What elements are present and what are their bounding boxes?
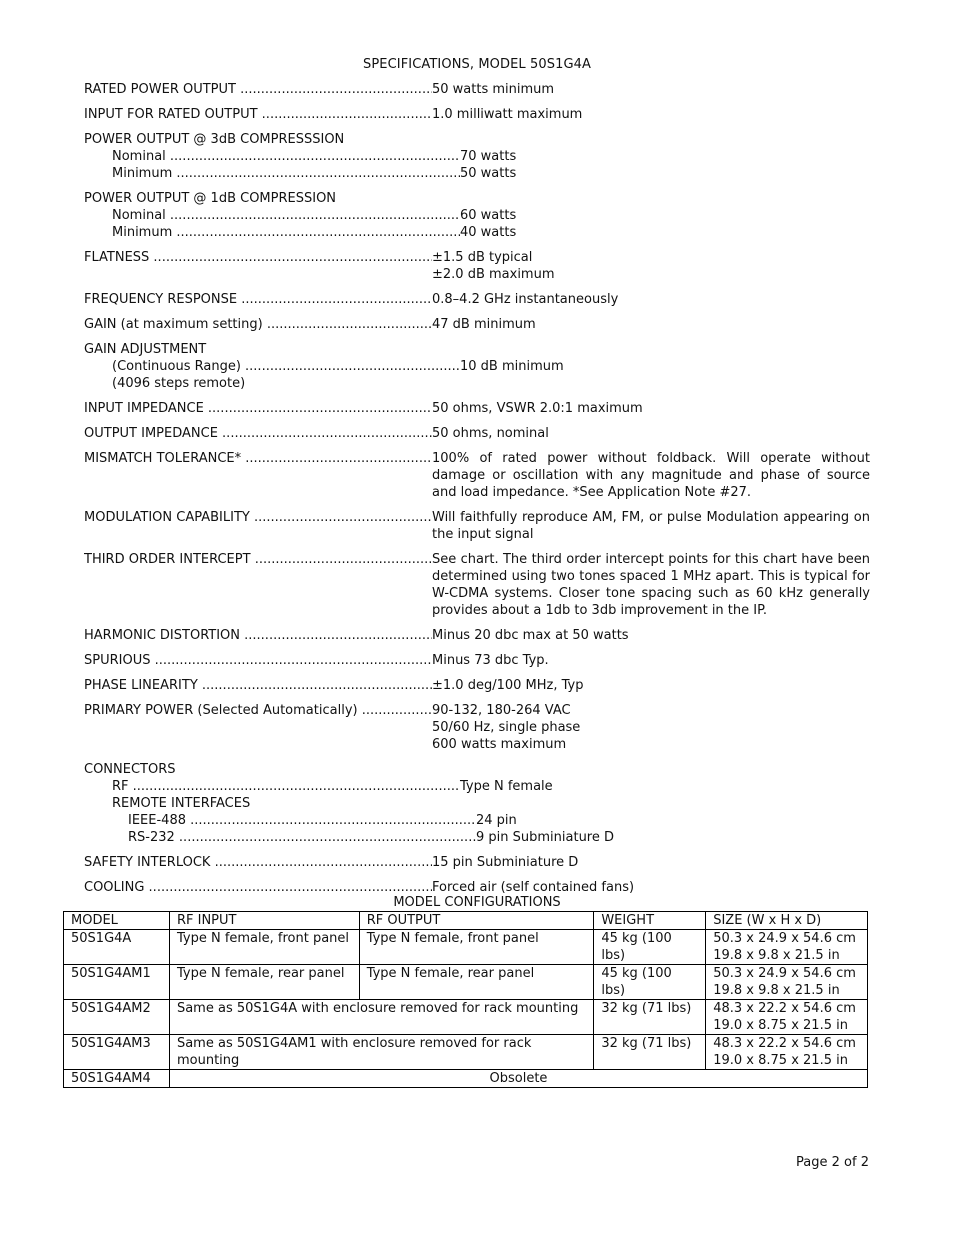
table-row: [64, 1070, 868, 1088]
spec-note: (4096 steps remote): [112, 376, 246, 391]
spec-value: ±1.5 dB typical: [432, 250, 533, 265]
page-title: SPECIFICATIONS, MODEL 50S1G4A: [363, 57, 591, 72]
column-header: WEIGHT: [594, 912, 706, 930]
spec-label: INPUT FOR RATED OUTPUT .....: [84, 106, 432, 123]
spec-value: 50 watts: [460, 166, 517, 181]
spec-label: COOLING .....: [84, 879, 432, 896]
spec-value: 50/60 Hz, single phase: [432, 720, 581, 735]
spec-label: PRIMARY POWER (Selected Automatically) .....: [84, 702, 432, 719]
spec-label: SPURIOUS .....: [84, 652, 432, 669]
spec-sublabel: Nominal .....: [84, 207, 460, 224]
spec-phase-linearity: [84, 677, 870, 694]
config-title: MODEL CONFIGURATIONS: [393, 895, 561, 910]
size-imperial: 19.8 x 9.8 x 21.5 in: [713, 948, 840, 963]
spec-value: Will faithfully reproduce AM, FM, or pulse Modulation appearing on the input signal: [432, 510, 870, 542]
spec-value: Minus 73 dbc Typ.: [432, 653, 549, 668]
spec-label: MODULATION CAPABILITY .....: [84, 509, 432, 526]
cell-weight: 32 kg (71 lbs): [594, 1035, 706, 1070]
spec-heading: GAIN ADJUSTMENT: [84, 342, 207, 357]
cell-description: Same as 50S1G4A with enclosure removed for rack mounting: [169, 1000, 593, 1035]
spec-label: FREQUENCY RESPONSE .....: [84, 291, 432, 308]
cell-rf-output: Type N female, front panel: [359, 930, 594, 965]
spec-value: Minus 20 dbc max at 50 watts: [432, 628, 629, 643]
spec-spurious: [84, 652, 870, 669]
spec-flatness: [84, 249, 870, 283]
spec-list: [84, 81, 870, 904]
cell-weight: 45 kg (100 lbs): [594, 930, 706, 965]
spec-rated-power-output: [84, 81, 870, 98]
column-header: SIZE (W x H x D): [706, 912, 868, 930]
cell-model: 50S1G4AM4: [64, 1070, 170, 1088]
spec-harmonic-distortion: [84, 627, 870, 644]
spec-label: SAFETY INTERLOCK .....: [84, 854, 432, 871]
spec-output-impedance: [84, 425, 870, 442]
cell-model: 50S1G4AM1: [64, 965, 170, 1000]
size-metric: 48.3 x 22.2 x 54.6 cm: [713, 1001, 856, 1016]
spec-value: 40 watts: [460, 225, 517, 240]
spec-input-impedance: [84, 400, 870, 417]
size-metric: 50.3 x 24.9 x 54.6 cm: [713, 931, 856, 946]
spec-value: 47 dB minimum: [432, 317, 536, 332]
cell-rf-input: Type N female, rear panel: [169, 965, 359, 1000]
spec-connectors: [84, 761, 870, 846]
table-row: [64, 965, 868, 1000]
spec-value: 50 watts minimum: [432, 82, 555, 97]
cell-rf-input: Type N female, front panel: [169, 930, 359, 965]
cell-weight: 32 kg (71 lbs): [594, 1000, 706, 1035]
size-imperial: 19.8 x 9.8 x 21.5 in: [713, 983, 840, 998]
table-row: [64, 930, 868, 965]
spec-value: Type N female: [460, 779, 553, 794]
spec-frequency-response: [84, 291, 870, 308]
spec-power-output-1db: [84, 190, 870, 241]
spec-sublabel: RF .....: [84, 778, 460, 795]
spec-label: HARMONIC DISTORTION .....: [84, 627, 432, 644]
spec-value: ±2.0 dB maximum: [432, 267, 555, 282]
spec-value: 0.8–4.2 GHz instantaneously: [432, 292, 619, 307]
table-row: [64, 1000, 868, 1035]
spec-value: See chart. The third order intercept points for this chart have been determined using two tones spaced 1 MHz apart. This is typical for W-CDMA systems. Closer tone spacing such as 60 kHz generally provides about a 1db to 3db improvement in the IP.: [432, 552, 870, 618]
spec-value: 60 watts: [460, 208, 517, 223]
spec-sublabel: Nominal .....: [84, 148, 460, 165]
spec-label: FLATNESS .....: [84, 249, 432, 266]
spec-value: 50 ohms, nominal: [432, 426, 549, 441]
spec-label: RATED POWER OUTPUT .....: [84, 81, 432, 98]
spec-sublabel: RS-232 .....: [84, 829, 476, 846]
spec-gain-adjustment: [84, 341, 870, 392]
spec-label: GAIN (at maximum setting) .....: [84, 316, 432, 333]
cell-model: 50S1G4A: [64, 930, 170, 965]
spec-gain: [84, 316, 870, 333]
table-row: [64, 1035, 868, 1070]
spec-value: 15 pin Subminiature D: [432, 855, 579, 870]
size-metric: 50.3 x 24.9 x 54.6 cm: [713, 966, 856, 981]
spec-value: 1.0 milliwatt maximum: [432, 107, 583, 122]
spec-label: OUTPUT IMPEDANCE .....: [84, 425, 432, 442]
spec-value: 9 pin Subminiature D: [476, 830, 615, 845]
spec-sublabel: Minimum .....: [84, 165, 460, 182]
cell-rf-output: Type N female, rear panel: [359, 965, 594, 1000]
spec-value: ±1.0 deg/100 MHz, Typ: [432, 678, 584, 693]
column-header: RF OUTPUT: [359, 912, 594, 930]
spec-label: THIRD ORDER INTERCEPT .....: [84, 551, 432, 568]
column-header: MODEL: [64, 912, 170, 930]
spec-sublabel: Minimum .....: [84, 224, 460, 241]
spec-value: 70 watts: [460, 149, 517, 164]
cell-model: 50S1G4AM3: [64, 1035, 170, 1070]
spec-cooling: [84, 879, 870, 896]
cell-size: [706, 1035, 868, 1070]
column-header: RF INPUT: [169, 912, 359, 930]
size-imperial: 19.0 x 8.75 x 21.5 in: [713, 1018, 848, 1033]
spec-value: 600 watts maximum: [432, 737, 567, 752]
spec-modulation-capability: [84, 509, 870, 543]
cell-description: Same as 50S1G4AM1 with enclosure removed for rack mounting: [169, 1035, 593, 1070]
spec-input-for-rated-output: [84, 106, 870, 123]
spec-sublabel: IEEE-488 .....: [84, 812, 476, 829]
spec-label: MISMATCH TOLERANCE* .....: [84, 450, 432, 467]
cell-size: [706, 1000, 868, 1035]
size-imperial: 19.0 x 8.75 x 21.5 in: [713, 1053, 848, 1068]
spec-power-output-3db: [84, 131, 870, 182]
spec-value: 100% of rated power without foldback. Will operate without damage or oscillation with any magnitude and phase of source and load impedance. *See Application Note #27.: [432, 451, 870, 500]
spec-safety-interlock: [84, 854, 870, 871]
size-metric: 48.3 x 22.2 x 54.6 cm: [713, 1036, 856, 1051]
spec-heading: POWER OUTPUT @ 1dB COMPRESSION: [84, 191, 337, 206]
spec-primary-power: [84, 702, 870, 753]
cell-obsolete: Obsolete: [169, 1070, 867, 1088]
cell-size: [706, 930, 868, 965]
spec-heading: CONNECTORS: [84, 762, 176, 777]
spec-value: 50 ohms, VSWR 2.0:1 maximum: [432, 401, 643, 416]
cell-size: [706, 965, 868, 1000]
spec-value: 90-132, 180-264 VAC: [432, 703, 571, 718]
cell-model: 50S1G4AM2: [64, 1000, 170, 1035]
table-header-row: [64, 912, 868, 930]
spec-heading: POWER OUTPUT @ 3dB COMPRESSSION: [84, 132, 345, 147]
spec-label: PHASE LINEARITY .....: [84, 677, 432, 694]
spec-value: 24 pin: [476, 813, 517, 828]
spec-value: 10 dB minimum: [460, 359, 564, 374]
cell-weight: 45 kg (100 lbs): [594, 965, 706, 1000]
spec-value: Forced air (self contained fans): [432, 880, 635, 895]
spec-sublabel: (Continuous Range) .....: [84, 358, 460, 375]
spec-subheading: REMOTE INTERFACES: [112, 796, 251, 811]
spec-label: INPUT IMPEDANCE .....: [84, 400, 432, 417]
spec-third-order-intercept: [84, 551, 870, 619]
page-number: Page 2 of 2: [796, 1155, 869, 1170]
config-table: [63, 911, 868, 1088]
spec-mismatch-tolerance: [84, 450, 870, 501]
